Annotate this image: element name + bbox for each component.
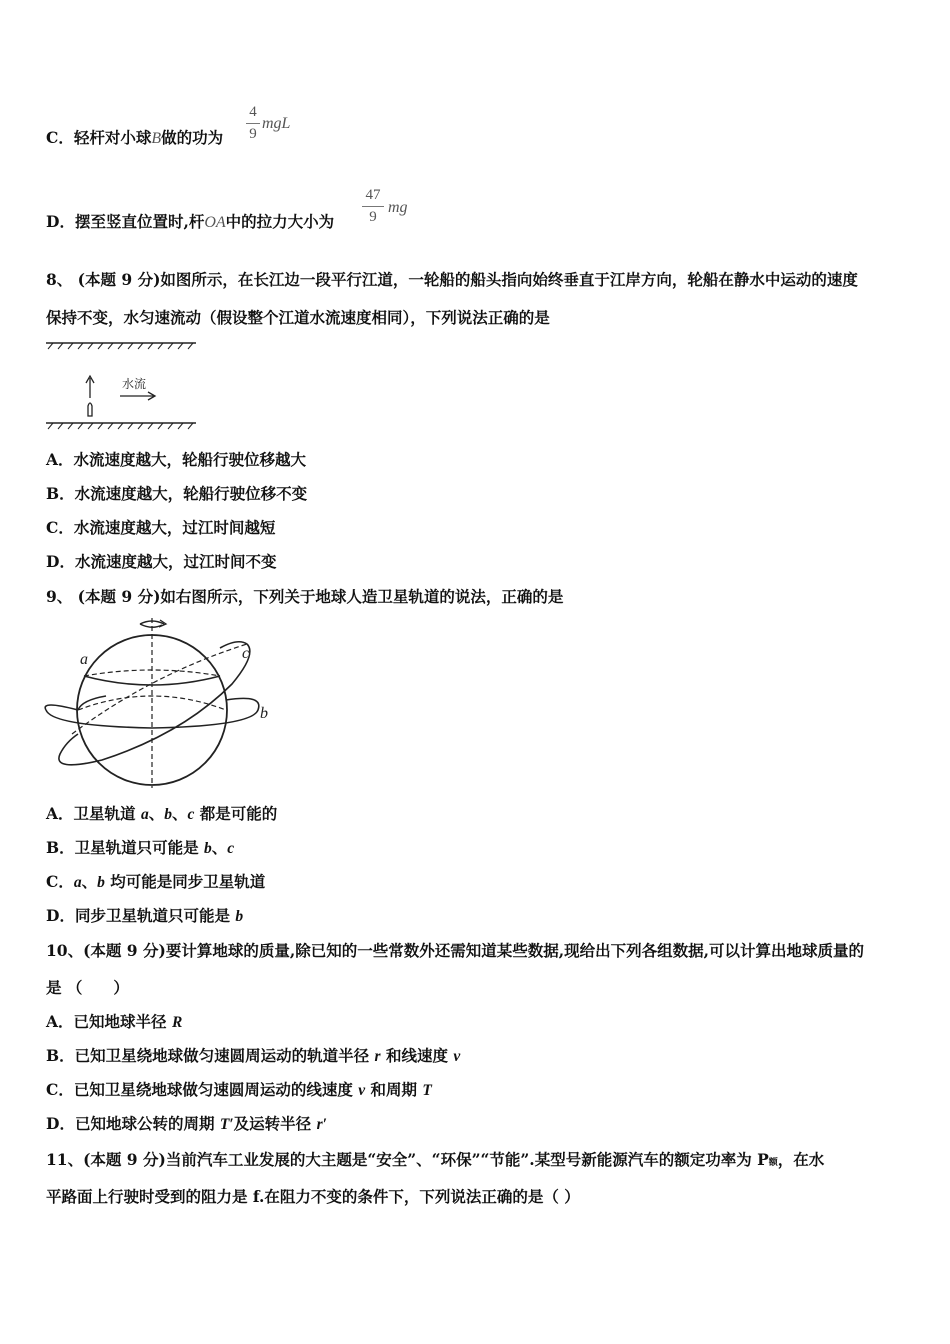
q9-d-var-b: b [235,908,244,925]
q9-c-var-a: a [73,874,82,891]
q7-option-c-fraction [246,104,260,143]
q10-b-mid: 和线速度 [380,1046,454,1065]
q9-option-a [46,804,277,825]
q7-d-numerator: 47 [365,187,381,203]
q7-option-c-text: C．轻杆对小球 [46,128,152,147]
q10-c-var-t: T [422,1082,432,1099]
q10-b-var-v: v [453,1048,461,1065]
q9-label-c: c [242,645,250,662]
q10-d-text: D．已知地球公转的周期 [46,1114,220,1133]
q7-option-d-fraction [362,187,384,226]
q9-a-text: A．卫星轨道 [46,804,141,823]
q9-label-a: a [80,651,88,668]
q10-option-c [46,1080,432,1101]
q9-b-sep: 、 [211,838,228,857]
q10-c-text: C．已知卫星绕地球做匀速圆周运动的线速度 [46,1080,359,1099]
q10-option-b [46,1046,460,1067]
q9-a-var-b: b [164,806,172,823]
q10-stem-line2: 是 （ ） [46,978,129,997]
q9-b-text: B．卫星轨道只可能是 [46,838,204,857]
q7-option-c [46,128,223,149]
q9-c-text: C． [46,872,74,891]
q8-option-c: C．水流速度越大，过江时间越短 [46,518,276,537]
q10-d-mid: 及运转半径 [233,1114,317,1133]
q8-water-flow-label: 水流 [122,377,147,391]
q7-option-d-mid: 中的拉力大小为 [225,212,335,231]
q10-option-d [46,1114,327,1135]
q9-label-b: b [260,705,268,722]
q9-option-c [46,872,265,893]
q9-a-sep1: 、 [148,804,165,823]
q11-stem-line1 [46,1150,824,1173]
q7-option-c-mid: 做的功为 [161,128,224,147]
q10-option-a [46,1012,182,1033]
q8-stem-line1: 8、 (本题 9 分)如图所示，在长江边一段平行江道，一轮船的船头指向始终垂直于江岸方向，轮船在静水中运动的速度 [46,270,858,289]
q7-c-numerator: 4 [249,104,257,120]
q7-option-d-var: OA [204,214,226,231]
q10-d-var-t: T′ [219,1116,234,1133]
q9-orbit-figure [42,614,282,794]
q9-option-d [46,906,243,927]
q7-option-c-var: B [151,130,162,147]
q8-option-b: B．水流速度越大，轮船行驶位移不变 [46,484,308,503]
q11-power-subscript: 额 [768,1158,778,1168]
q11-stem-text: 11、(本题 9 分)当前汽车工业发展的大主题是“安全”、“环保”“节能”.某型号新能源汽车的额定功率为 P [46,1150,769,1169]
q7-option-d-tail: mg [388,199,408,216]
q10-a-text: A．已知地球半径 [46,1012,172,1031]
q7-option-d [46,212,334,233]
q9-option-b [46,838,234,859]
q11-stem-tail: ，在水 [777,1150,825,1169]
q10-b-text: B．已知卫星绕地球做匀速圆周运动的轨道半径 [46,1046,375,1065]
q10-stem-line1: 10、(本题 9 分)要计算地球的质量,除已知的一些常数外还需知道某些数据,现给出下列各组数据,可以计算出地球质量的 [46,941,865,960]
q7-c-denominator: 9 [249,126,257,142]
q9-a-sep2: 、 [171,804,188,823]
q9-stem: 9、 (本题 9 分)如右图所示，下列关于地球人造卫星轨道的说法，正确的是 [46,587,564,606]
q7-d-denominator: 9 [369,209,377,225]
q9-c-post: 均可能是同步卫星轨道 [104,872,266,891]
q9-c-sep: 、 [81,872,98,891]
q9-c-var-b: b [97,874,105,891]
q10-b-var-r: r [374,1048,381,1065]
q9-d-text: D．同步卫星轨道只可能是 [46,906,236,925]
q8-stem-line2: 保持不变，水匀速流动（假设整个江道水流速度相同），下列说法正确的是 [46,308,550,327]
q10-d-var-r: r′ [316,1116,327,1133]
q10-c-mid: 和周期 [365,1080,423,1099]
q9-a-post: 都是可能的 [194,804,278,823]
q9-b-var-b: b [204,840,212,857]
q7-option-c-tail: mgL [262,115,291,132]
q8-option-d: D．水流速度越大，过江时间不变 [46,552,277,571]
q10-c-var-v: v [358,1082,366,1099]
q9-a-var-a: a [140,806,149,823]
q7-option-d-text: D．摆至竖直位置时,杆 [46,212,205,231]
q10-a-var: R [171,1014,183,1031]
q11-stem-line2: 平路面上行驶时受到的阻力是 f.在阻力不变的条件下，下列说法正确的是（ ） [46,1187,580,1206]
q9-a-var-c: c [187,806,195,823]
q9-b-var-c: c [227,840,235,857]
q8-river-figure [44,336,199,434]
q8-option-a: A．水流速度越大，轮船行驶位移越大 [46,450,307,469]
